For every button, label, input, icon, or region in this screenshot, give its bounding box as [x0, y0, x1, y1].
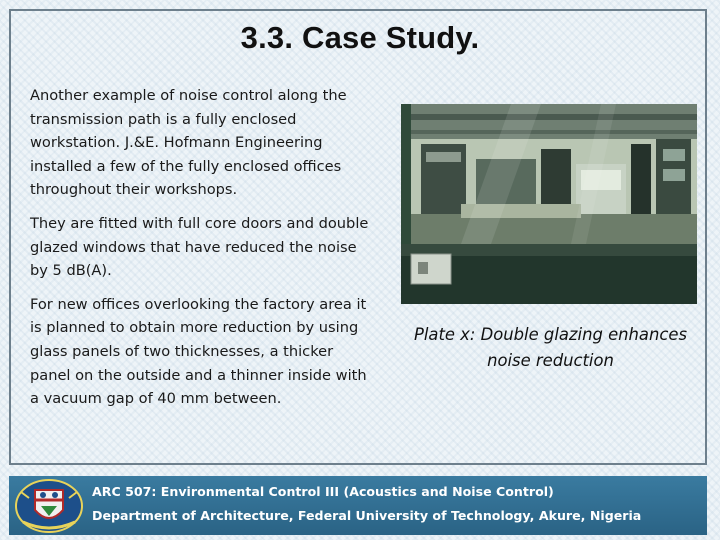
footer-bar — [9, 476, 707, 535]
workshop-window-photo — [401, 104, 697, 304]
photo-illustration — [401, 104, 697, 304]
body-text — [30, 84, 370, 421]
university-crest-icon — [13, 478, 85, 534]
paragraph-3: For new offices overlooking the factory area it is planned to obtain more reduction by using glass panels of two thicknesses, a thicker panel on the outside and a thinner inside with a vacuum gap of 40 mm between. — [30, 295, 367, 408]
photo-caption: Plate x: Double glazing enhances noise reduction — [413, 325, 687, 370]
slide-title: 3.3. Case Study. — [240, 20, 480, 55]
paragraph-2: They are fitted with full core doors and double glazed windows that have reduced the noise by 5 dB(A). — [30, 214, 369, 280]
paragraph-1: Another example of noise control along the transmission path is a fully enclosed workstation. J.&E. Hofmann Engineering installed a few of the fully enclosed offices throughout their workshops. — [30, 87, 347, 199]
department-name: Department of Architecture, Federal University of Technology, Akure, Nigeria — [92, 508, 642, 523]
course-title: ARC 507: Environmental Control III (Acoustics and Noise Control) — [92, 484, 554, 499]
